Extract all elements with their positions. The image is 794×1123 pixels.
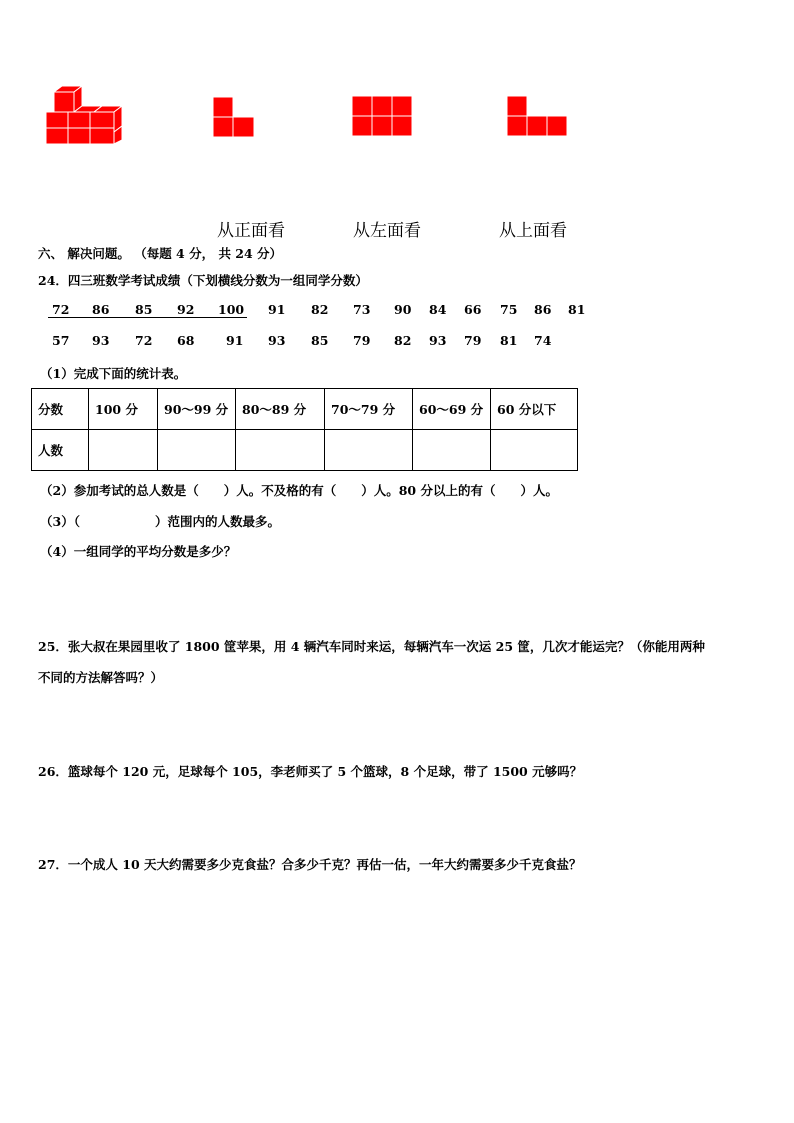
score-item: 93 bbox=[429, 333, 447, 348]
table-header-cell: 90～99 分 bbox=[158, 389, 236, 430]
score-item: 57 bbox=[52, 333, 70, 348]
table-header-row bbox=[32, 389, 578, 430]
score-item: 90 bbox=[394, 302, 412, 317]
section-title: 六、 解决问题。 （每题 4 分， 共 24 分） bbox=[38, 246, 283, 261]
score-item: 72 bbox=[135, 333, 153, 348]
score-item: 93 bbox=[92, 333, 110, 348]
score-item: 66 bbox=[464, 302, 482, 317]
table-header-cell: 80～89 分 bbox=[236, 389, 325, 430]
score-item: 93 bbox=[268, 333, 286, 348]
score-item: 100 bbox=[218, 302, 245, 317]
answer-cell[interactable] bbox=[236, 430, 325, 471]
score-item: 68 bbox=[177, 333, 195, 348]
q27-text: 27．一个成人 10 天大约需要多少克食盐？合多少千克？再估一估，一年大约需要多少千克食盐？ bbox=[38, 857, 582, 872]
score-item: 79 bbox=[464, 333, 482, 348]
view-label-top: 从上面看 bbox=[499, 221, 567, 241]
score-item: 85 bbox=[311, 333, 329, 348]
score-item: 75 bbox=[500, 302, 518, 317]
q24-part2: （2）参加考试的总人数是（ ）人。不及格的有（ ）人。80 分以上的有（ ）人。 bbox=[40, 483, 558, 498]
q24-title: 24．四三班数学考试成绩（下划横线分数为一组同学分数） bbox=[38, 273, 368, 288]
score-item: 79 bbox=[353, 333, 371, 348]
answer-cell[interactable] bbox=[89, 430, 158, 471]
front-view-figure bbox=[213, 97, 255, 139]
score-item: 81 bbox=[500, 333, 518, 348]
answer-cell[interactable] bbox=[325, 430, 413, 471]
group-underline bbox=[48, 317, 247, 318]
score-item: 72 bbox=[52, 302, 70, 317]
view-label-front: 从正面看 bbox=[217, 221, 285, 241]
table-header-cell: 70～79 分 bbox=[325, 389, 413, 430]
score-item: 81 bbox=[568, 302, 586, 317]
q24-part1: （1）完成下面的统计表。 bbox=[40, 366, 187, 381]
table-header-cell: 60～69 分 bbox=[413, 389, 491, 430]
top-view-figure bbox=[507, 96, 568, 138]
score-item: 85 bbox=[135, 302, 153, 317]
score-item: 86 bbox=[534, 302, 552, 317]
view-label-left: 从左面看 bbox=[353, 221, 421, 241]
q24-part3: （3）（ ）范围内的人数最多。 bbox=[40, 514, 280, 529]
answer-cell[interactable] bbox=[158, 430, 236, 471]
score-item: 91 bbox=[268, 302, 286, 317]
score-item: 73 bbox=[353, 302, 371, 317]
table-header-cell: 分数 bbox=[32, 389, 89, 430]
score-item: 86 bbox=[92, 302, 110, 317]
q26-text: 26．篮球每个 120 元，足球每个 105，李老师买了 5 个篮球，8 个足球，带了 1500 元够吗？ bbox=[38, 764, 583, 779]
table-row-label: 人数 bbox=[32, 430, 89, 471]
score-item: 91 bbox=[226, 333, 244, 348]
q24-part4: （4）一组同学的平均分数是多少？ bbox=[40, 544, 237, 559]
score-item: 82 bbox=[311, 302, 329, 317]
answer-cell[interactable] bbox=[491, 430, 578, 471]
q25-line2: 不同的方法解答吗？） bbox=[38, 670, 164, 685]
statistics-table bbox=[31, 388, 578, 471]
score-item: 82 bbox=[394, 333, 412, 348]
table-header-cell: 100 分 bbox=[89, 389, 158, 430]
table-header-cell: 60 分以下 bbox=[491, 389, 578, 430]
table-count-row bbox=[32, 430, 578, 471]
q25-line1: 25．张大叔在果园里收了 1800 筐苹果，用 4 辆汽车同时来运，每辆汽车一次运 25 筐，几次才能运完？（你能用两种 bbox=[38, 639, 705, 654]
cube-solid-figure bbox=[44, 84, 128, 146]
score-item: 74 bbox=[534, 333, 552, 348]
answer-cell[interactable] bbox=[413, 430, 491, 471]
score-item: 92 bbox=[177, 302, 195, 317]
left-view-figure bbox=[352, 96, 413, 138]
score-item: 84 bbox=[429, 302, 447, 317]
